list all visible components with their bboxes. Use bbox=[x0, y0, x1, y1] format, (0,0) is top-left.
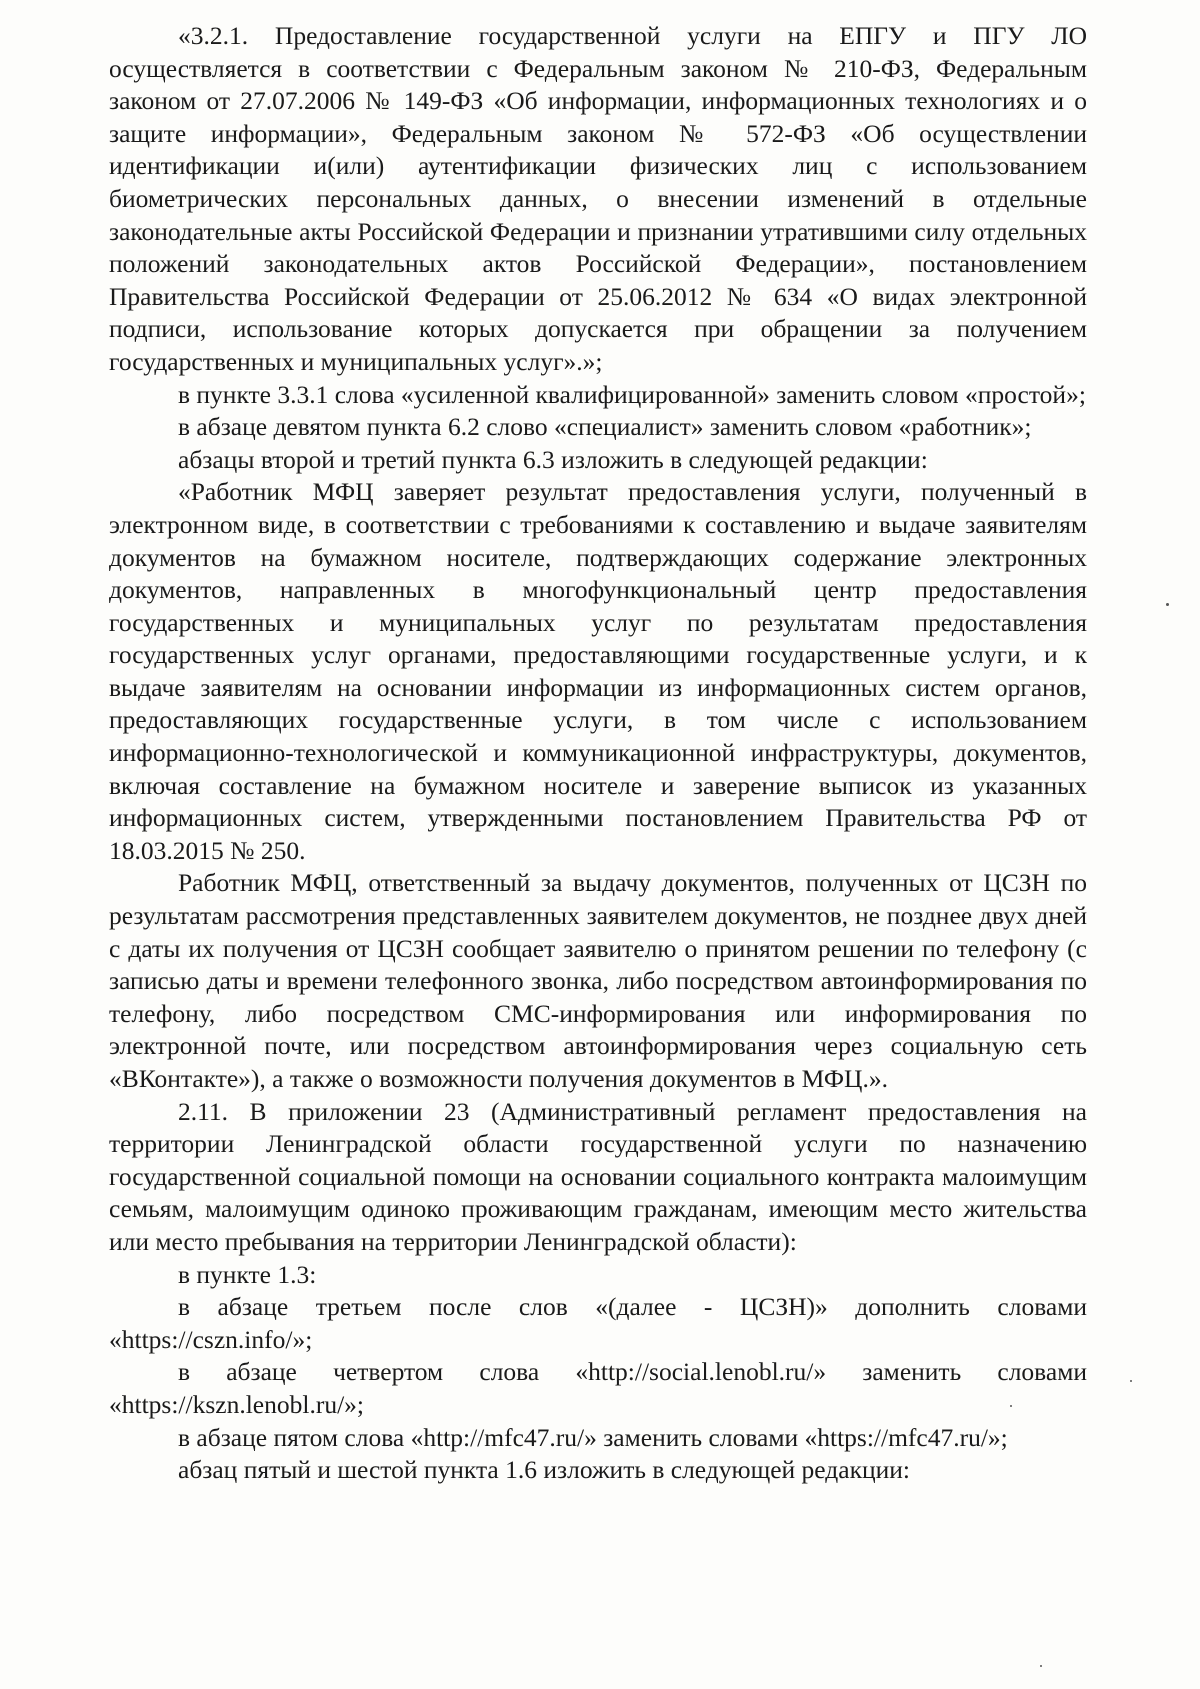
paragraph-3-2-1: «3.2.1. Предоставление государственной услуги на ЕПГУ и ПГУ ЛО осуществляется в соответствии с Федеральным законом № 210-ФЗ, Федеральным законом от 27.07.2006 № 149-ФЗ «Об информации, информационных технологиях и о защите информации», Федеральным законом № 572-ФЗ «Об осуществлении идентификации и(или) аутентификации физических лиц с использованием биометрических персональных данных, о внесении изменений в отдельные законодательные акты Российской Федерации и признании утратившими силу отдельных положений законодательных актов Российской Федерации», постановлением Правительства Российской Федерации от 25.06.2012 № 634 «О видах электронной подписи, использование которых допускается при обращении за получением государственных и муниципальных услуг».»; bbox=[109, 21, 1087, 376]
paragraph-mfc-certification: «Работник МФЦ заверяет результат предоставления услуги, полученный в электронном виде, в соответствии с требованиями к составлению и выдаче заявителям документов на бумажном носителе, подтверждающих содержание электронных документов, направленных в многофункциональный центр предоставления государственных и муниципальных услуг по результатам предоставления государственных услуг органами, предоставляющими государственные услуги, и к выдаче заявителям на основании информации из информационных систем органов, предоставляющих государственные услуги, в том числе с использованием информационно-технологической и коммуникационной инфраструктуры, документов, включая составление на бумажном носителе и заверение выписок из указанных информационных систем, утвержденными постановлением Правительства РФ от 18.03.2015 № 250. bbox=[109, 477, 1087, 865]
paragraph-1-6: абзац пятый и шестой пункта 1.6 изложить в следующей редакции: bbox=[178, 1455, 910, 1485]
paragraph-abzac-3: в абзаце третьем после слов «(далее - ЦСЗН)» дополнить словами «https://cszn.info/»; bbox=[109, 1292, 1087, 1354]
document-body bbox=[109, 20, 1087, 1487]
paragraph-2-11: 2.11. В приложении 23 (Административный регламент предоставления на территории Ленинградской области государственной услуги по назначению государственной социальной помощи на основании социального контракта малоимущим семьям, малоимущим одиноко проживающим гражданам, имеющим место жительства или место пребывания на территории Ленинградской области): bbox=[109, 1096, 1087, 1256]
paragraph-abzac-5: в абзаце пятом слова «http://mfc47.ru/» заменить словами «https://mfc47.ru/»; bbox=[178, 1422, 1008, 1452]
scan-speck bbox=[1010, 1405, 1012, 1407]
paragraph-abzac-4: в абзаце четвертом слова «http://social.lenobl.ru/» заменить словами «https://kszn.lenobl.ru/»; bbox=[109, 1357, 1087, 1419]
paragraph-mfc-notification: Работник МФЦ, ответственный за выдачу документов, полученных от ЦСЗН по результатам рассмотрения представленных заявителем документов, не позднее двух дней с даты их получения от ЦСЗН сообщает заявителю о принятом решении по телефону (с записью даты и времени телефонного звонка, либо посредством автоинформирования по телефону, либо посредством СМС-информирования или информирования по электронной почте, или посредством автоинформирования через социальную сеть «ВКонтакте»), а также о возможности получения документов в МФЦ.». bbox=[109, 868, 1087, 1093]
scan-speck bbox=[1040, 1665, 1042, 1667]
scan-speck bbox=[1130, 1380, 1132, 1382]
paragraph-6-2: в абзаце девятом пункта 6.2 слово «специалист» заменить словом «работник»; bbox=[178, 412, 1032, 442]
paragraph-3-3-1: в пункте 3.3.1 слова «усиленной квалифицированной» заменить словом «простой»; bbox=[178, 379, 1086, 409]
paragraph-6-3-intro: абзацы второй и третий пункта 6.3 изложить в следующей редакции: bbox=[178, 444, 928, 474]
paragraph-1-3: в пункте 1.3: bbox=[178, 1259, 317, 1289]
scan-speck bbox=[1166, 603, 1169, 606]
